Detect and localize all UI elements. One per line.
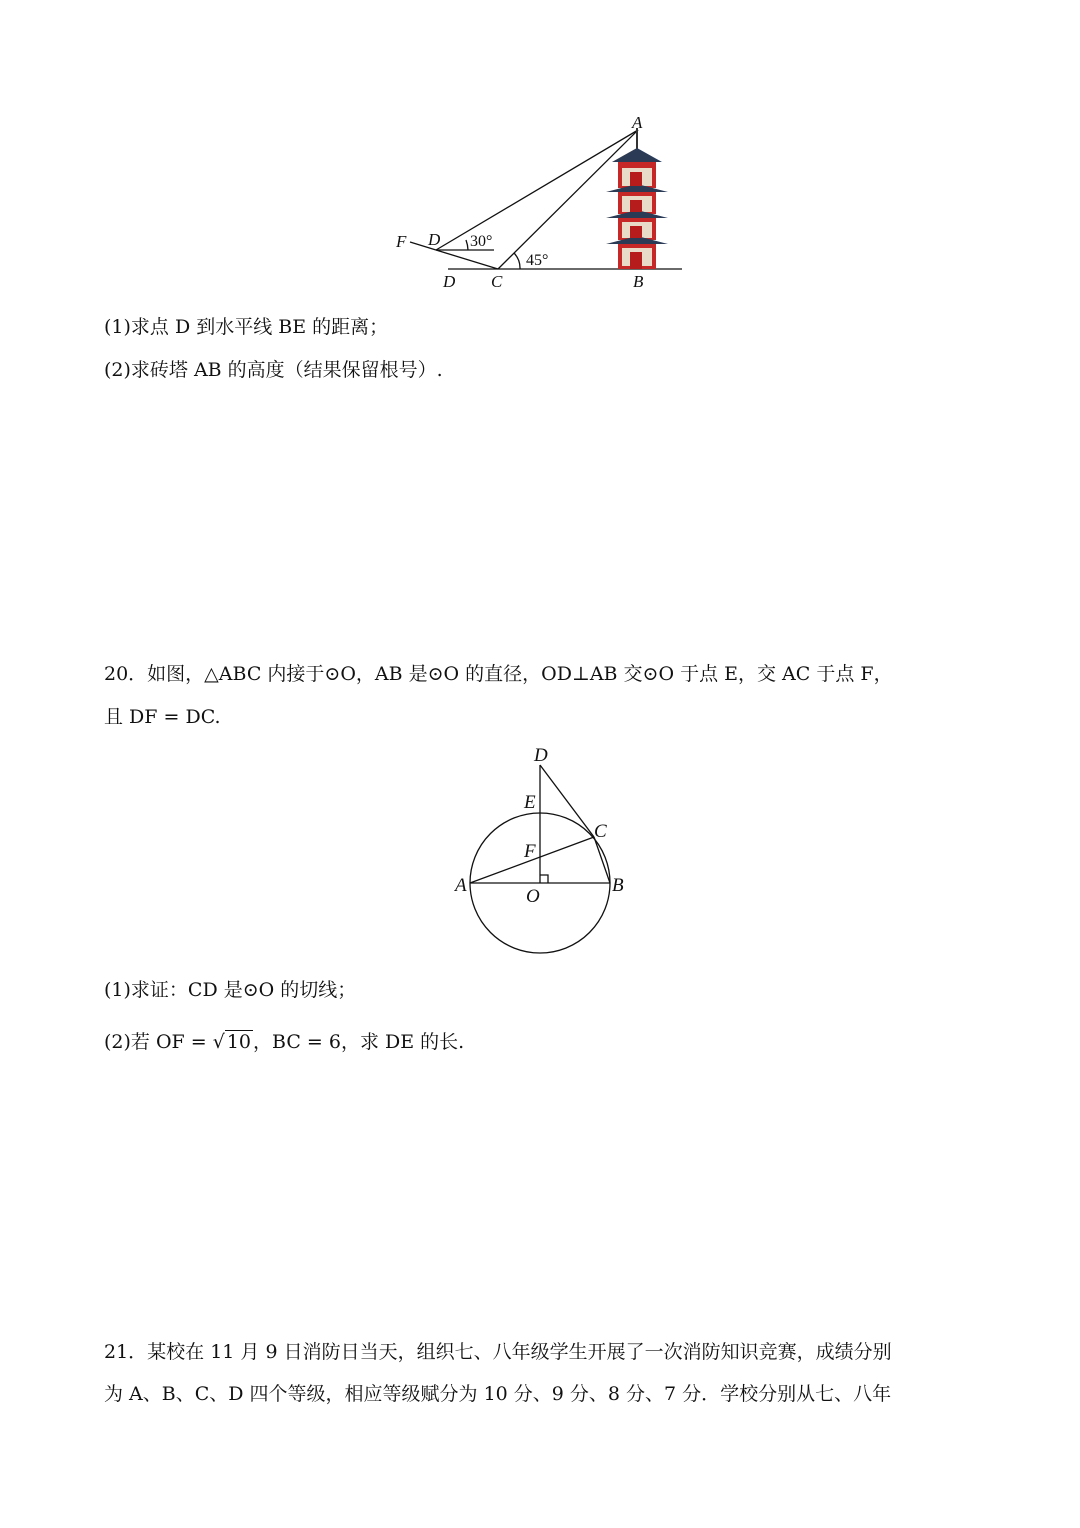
label-B: B	[612, 875, 624, 896]
label-D: D	[534, 745, 548, 766]
q19-part1: (1)求点 D 到水平线 BE 的距离；	[104, 316, 389, 338]
label-B: B	[633, 272, 644, 291]
label-C: C	[491, 272, 503, 291]
q21-line1: 21．某校在 11 月 9 日消防日当天，组织七、八年级学生开展了一次消防知识竞赛，成绩分别	[104, 1341, 892, 1363]
angle-30-label: 30°	[470, 233, 493, 250]
circle-figure	[440, 745, 640, 960]
q20-part2	[104, 1029, 464, 1055]
pagoda-figure	[390, 110, 690, 295]
q20-part2-prefix: (2)若 OF =	[104, 1031, 213, 1053]
q20-part2-suffix: ，BC = 6，求 DE 的长.	[253, 1031, 465, 1053]
label-F: F	[396, 232, 407, 251]
angle-45-label: 45°	[526, 252, 549, 269]
pagoda-illustration	[606, 128, 668, 269]
label-A: A	[455, 875, 467, 896]
q20-part1: (1)求证：CD 是⊙O 的切线；	[104, 979, 357, 1001]
q19-part2: (2)求砖塔 AB 的高度（结果保留根号）.	[104, 359, 443, 381]
label-E: E	[524, 792, 536, 813]
label-F: F	[524, 841, 536, 862]
q20-intro-line2: 且 DF = DC.	[104, 706, 221, 728]
q20-intro-line1: 20．如图，△ABC 内接于⊙O，AB 是⊙O 的直径，OD⊥AB 交⊙O 于点 E，交 AC 于点 F，	[104, 663, 893, 685]
label-C: C	[594, 821, 607, 842]
sqrt-radicand: 10	[226, 1031, 252, 1053]
label-D-top: D	[428, 230, 441, 249]
label-O: O	[526, 886, 540, 907]
q21-line2: 为 A、B、C、D 四个等级，相应等级赋分为 10 分、9 分、8 分、7 分．学校分别从七、八年	[104, 1383, 892, 1405]
label-A: A	[632, 113, 643, 132]
sqrt-expression: √ 10	[212, 1031, 252, 1053]
label-D-bottom: D	[443, 272, 456, 291]
